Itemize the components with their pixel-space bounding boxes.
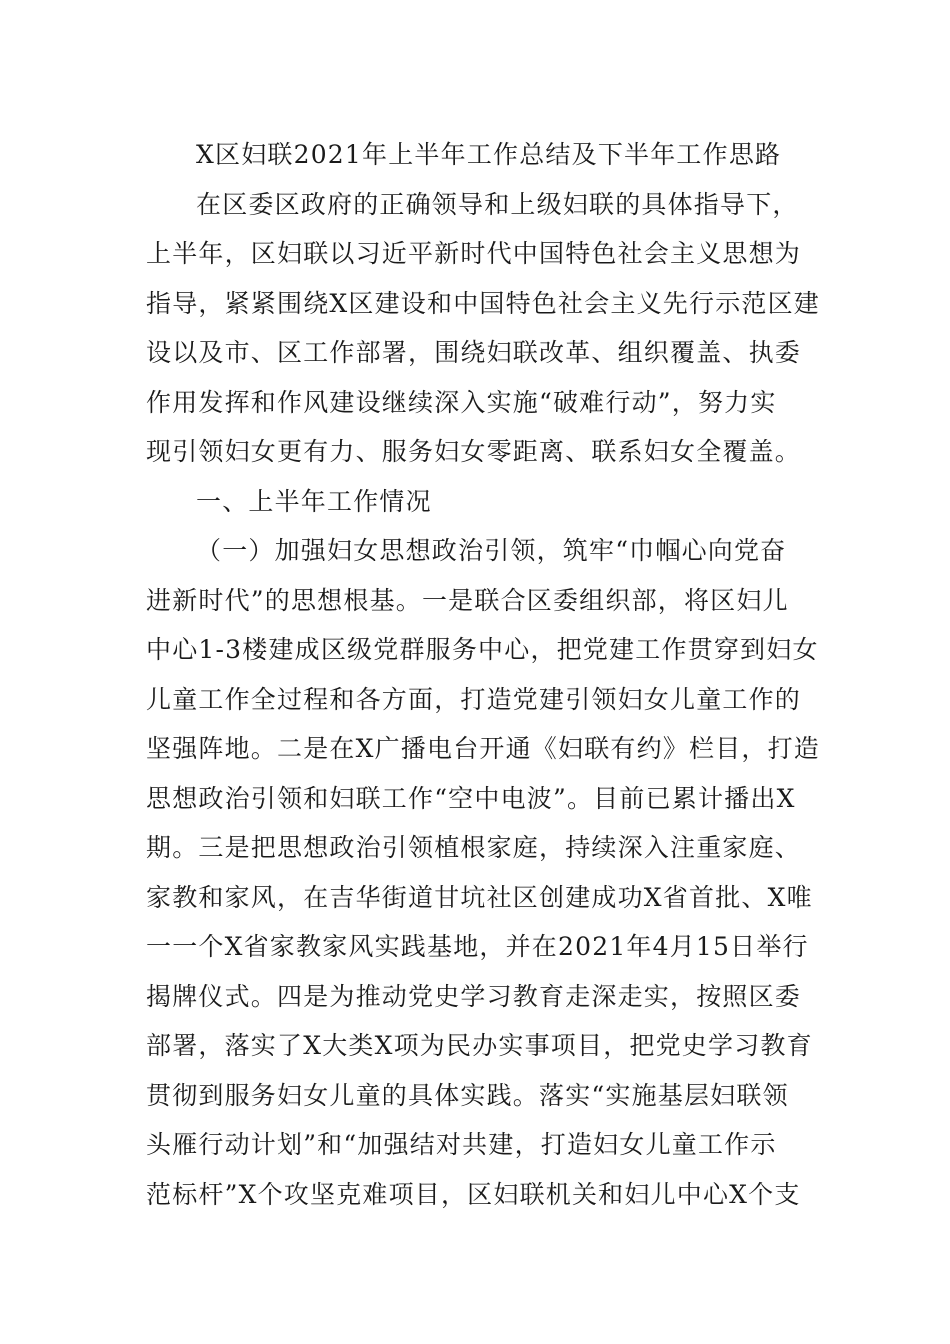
paragraph-line: 设以及市、区工作部署，围绕妇联改革、组织覆盖、执委 [146,338,802,367]
paragraph-line: 指导，紧紧围绕X区建设和中国特色社会主义先行示范区建 [146,288,821,318]
paragraph-line: 一一个X省家教家风实践基地，并在2021年4月15日举行 [146,932,809,961]
paragraph-line: 上半年，区妇联以习近平新时代中国特色社会主义思想为 [146,239,802,268]
paragraph-line: 儿童工作全过程和各方面，打造党建引领妇女儿童工作的 [146,684,802,714]
paragraph-line: 思想政治引领和妇联工作“空中电波”。目前已累计播出X [146,783,796,813]
paragraph-line: 中心1-3楼建成区级党群服务中心，把党建工作贯穿到妇女 [146,635,819,664]
paragraph-line: 进新时代”的思想根基。一是联合区委组织部，将区妇儿 [146,585,789,615]
paragraph-line: 头雁行动计划”和“加强结对共建，打造妇女儿童工作示 [146,1130,777,1159]
paragraph-line: 作用发挥和作风建设继续深入实施“破难行动”，努力实 [146,387,777,417]
paragraph-line: 范标杆”X个攻坚克难项目，区妇联机关和妇儿中心X个支 [146,1179,801,1209]
document-title: X区妇联2021年上半年工作总结及下半年工作思路 [196,140,782,169]
document-body [146,130,821,1219]
section-heading: 一、上半年工作情况 [196,486,432,516]
paragraph-line: （一）加强妇女思想政治引领，筑牢“巾帼心向党奋 [196,536,787,565]
paragraph-line: 期。三是把思想政治引领植根家庭，持续深入注重家庭、 [146,833,802,862]
paragraph-line: 坚强阵地。二是在X广播电台开通《妇联有约》栏目，打造 [146,734,821,763]
paragraph-line: 贯彻到服务妇女儿童的具体实践。落实“实施基层妇联领 [146,1080,789,1110]
paragraph-line: 现引领妇女更有力、服务妇女零距离、联系妇女全覆盖。 [146,437,802,466]
paragraph-line: 在区委区政府的正确领导和上级妇联的具体指导下， [196,189,799,219]
paragraph-line: 家教和家风，在吉华街道甘坑社区创建成功X省首批、X唯 [146,882,813,912]
paragraph-line: 部署，落实了X大类X项为民办实事项目，把党史学习教育 [146,1031,813,1060]
paragraph-line: 揭牌仪式。四是为推动党史学习教育走深走实，按照区委 [146,981,802,1011]
